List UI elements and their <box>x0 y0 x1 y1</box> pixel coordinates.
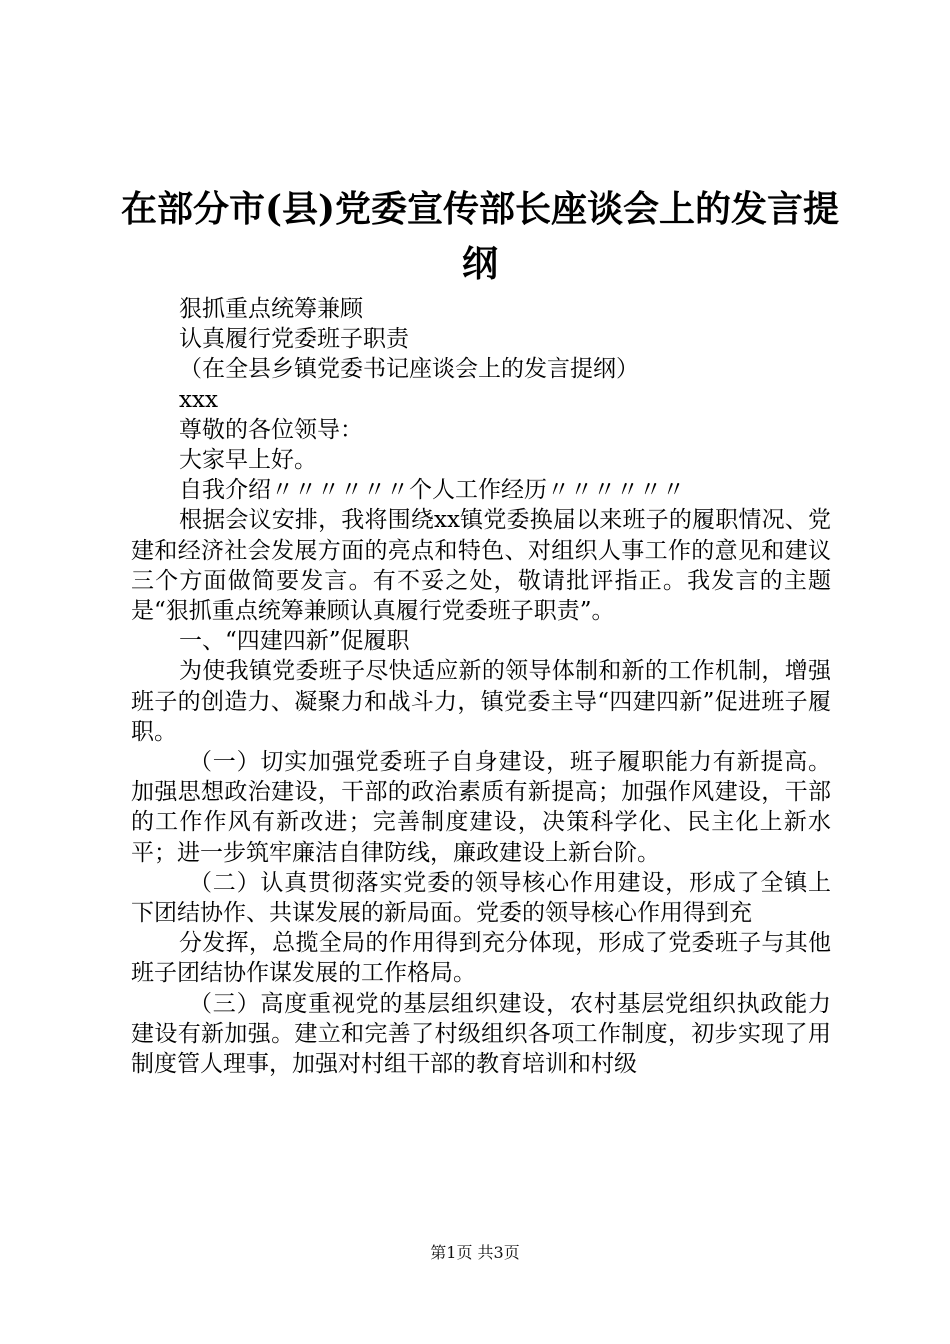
body-paragraph: （一）切实加强党委班子自身建设，班子履职能力有新提高。加强思想政治建设，干部的政治素质有新提高；加强作风建设，干部的工作作风有新改进；完善制度建设，决策科学化、民主化上新水平；进一步筑牢廉洁自律防线，廉政建设上新台阶。 <box>131 749 831 866</box>
subtitle-note: （在全县乡镇党委书记座谈会上的发言提纲） <box>179 356 639 383</box>
subtitle-line-2: 认真履行党委班子职责 <box>179 326 409 353</box>
body-paragraph: （二）认真贯彻落实党委的领导核心作用建设，形成了全镇上下团结协作、共谋发展的新局面。党委的领导核心作用得到充 <box>131 869 831 927</box>
document-body <box>131 294 831 1079</box>
subtitle-line-1: 狠抓重点统筹兼顾 <box>179 296 363 322</box>
document-title-line-2: 纲 <box>461 243 498 285</box>
author-name: xxx <box>179 386 218 413</box>
self-introduction: 自我介绍〃〃〃〃〃〃个人工作经历〃〃〃〃〃〃 <box>179 477 685 504</box>
page-footer: 第1页 共3页 <box>430 1243 520 1262</box>
body-paragraph: 根据会议安排，我将围绕xx镇党委换届以来班子的履职情况、党建和经济社会发展方面的亮点和特色、对组织人事工作的意见和建议三个方面做简要发言。有不妥之处，敬请批评指正。我发言的主题是“狠抓重点统筹兼顾认真履行党委班子职责”。 <box>131 507 831 625</box>
salutation: 尊敬的各位领导： <box>179 416 363 443</box>
body-paragraph: （三）高度重视党的基层组织建设，农村基层党组织执政能力建设有新加强。建立和完善了村级组织各项工作制度，初步实现了用制度管人理事，加强对村组干部的教育培训和村级 <box>131 990 831 1078</box>
document-title-line-1: 在部分市(县)党委宣传部长座谈会上的发言提 <box>120 188 840 230</box>
body-paragraph: 分发挥，总揽全局的作用得到充分体现，形成了党委班子与其他班子团结协作谋发展的工作格局。 <box>131 930 831 987</box>
body-paragraph: 为使我镇党委班子尽快适应新的领导体制和新的工作机制，增强班子的创造力、凝聚力和战斗力，镇党委主导“四建四新”促进班子履职。 <box>131 658 831 745</box>
greeting: 大家早上好。 <box>179 447 317 474</box>
section-heading: 一、“四建四新”促履职 <box>179 628 410 655</box>
